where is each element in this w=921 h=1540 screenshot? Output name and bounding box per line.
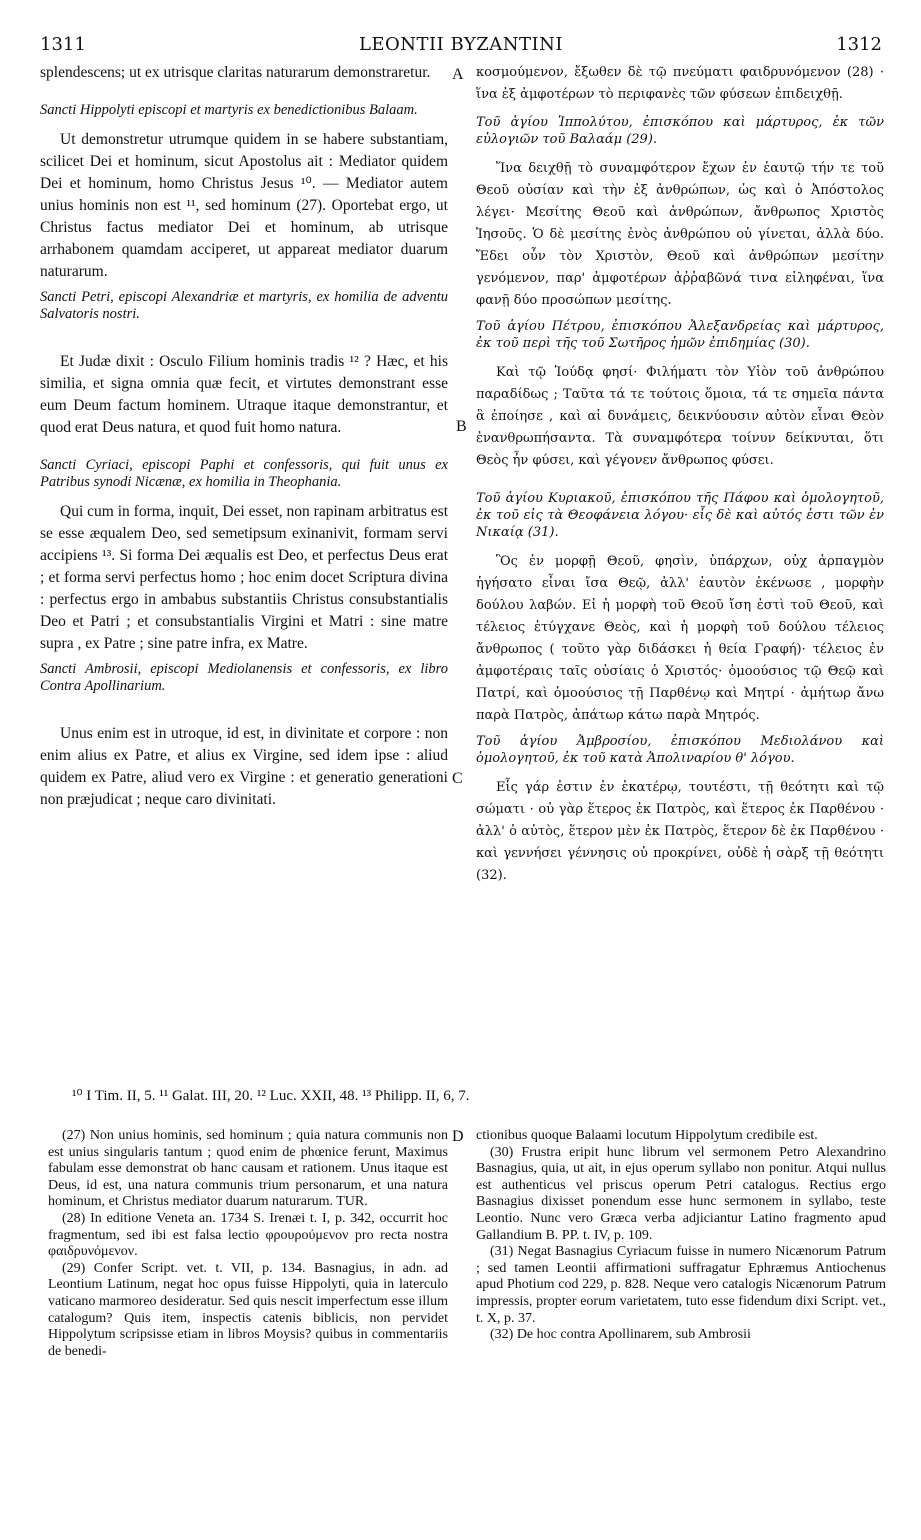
greek-heading-peter: Τοῦ ἁγίου Πέτρου, ἐπισκόπου Ἀλεξανδρείας καὶ μάρτυρος, ἐκ τοῦ περὶ τῆς τοῦ Σωτῆρος ἡμῶν ἐπιδημίας (30). (476, 319, 884, 351)
greek-heading-cyriacus: Τοῦ ἁγίου Κυριακοῦ, ἐπισκόπου τῆς Πάφου καὶ ὁμολογητοῦ, ἐκ τοῦ εἰς τὰ Θεοφάνεια λόγου· εἷς δὲ καὶ αὐτός ἐστι τῶν ἐν Νικαίᾳ (31). (476, 491, 884, 540)
greek-text-ambrose: Εἷς γάρ ἐστιν ἐν ἑκατέρῳ, τουτέστι, τῇ θεότητι καὶ τῷ σώματι · οὐ γὰρ ἕτερος ἐκ Πατρὸς, καὶ ἕτερος ἐκ Παρθένου · ἀλλ' ὁ αὐτὸς, ἕτερον μὲν ἐκ Πατρὸς, ἕτερον δὲ ἐκ Παρθένου · καὶ γεννήσει γέννησις οὐ προκρίνει, οὐδὲ ἡ σὰρξ τῇ θεότητι (32). (476, 780, 884, 883)
page-number-right: 1312 (836, 34, 882, 55)
latin-text-peter: Et Judæ dixit : Osculo Filium hominis tradis ¹² ? Hæc, et his similia, et signa omnia quæ fecit, et virtutes demonstrant esse eum Deum factum hominem. Utraque itaque demonstrantur, et quod erat Deus natura, et quod fuit homo natura. (40, 353, 448, 436)
latin-heading-peter: Sancti Petri, episcopi Alexandriæ et martyris, ex homilia de adventu Salvatoris nostri. (40, 289, 448, 322)
running-title: LEONTII BYZANTINI (358, 34, 564, 55)
column-marker-a: A (452, 66, 464, 83)
latin-heading-cyriacus: Sancti Cyriaci, episcopi Paphi et confessoris, qui fuit unus ex Patribus synodi Nicænæ, ex homilia in Theophania. (40, 457, 448, 490)
column-marker-c: C (452, 770, 463, 787)
scripture-footnotes: ¹⁰ I Tim. II, 5. ¹¹ Galat. III, 20. ¹² Luc. XXII, 48. ¹³ Philipp. II, 6, 7. (72, 1088, 470, 1104)
latin-heading-hippolytus: Sancti Hippolyti episcopi et martyris ex benedictionibus Balaam. (40, 102, 418, 118)
greek-intro: κοσμούμενον, ἔξωθεν δὲ τῷ πνεύματι φαιδρυνόμενον (28) · ἵνα ἐξ ἀμφοτέρων τὸ περιφανὲς τῶν φύσεων ἐπιδειχθῇ. (476, 65, 884, 102)
greek-text-cyriacus: Ὃς ἐν μορφῇ Θεοῦ, φησὶν, ὑπάρχων, οὐχ ἁρπαγμὸν ἡγήσατο εἶναι ἴσα Θεῷ, ἀλλ' ἑαυτὸν ἐκένωσε , μορφὴν δούλου λαβών. Εἰ ἡ μορφὴ τοῦ Θεοῦ ἴση ἐστὶ τοῦ Θεοῦ, καὶ τέλειος ἐτύγχανε Θεὸς, καὶ ἡ μορφὴ τοῦ δούλου τέλειος ἄνθρωπος ( τοῦτο γὰρ διδάσκει ἡ θεία Γραφή)· τέλειος ἐν ἀμφοτέραις ταῖς οὐσίαις ὁ Χριστός· ὁμοούσιος τῷ Θεῷ καὶ Πατρί, καὶ ὁμοούσιος τῇ Παρθένῳ καὶ Μητρί · ἀμήτωρ ἄνω παρὰ Πατρὸς, ἀπάτωρ κάτω παρὰ Μητρός. (476, 554, 884, 723)
commentary-note-28: (28) In editione Veneta an. 1734 S. Irenæi t. I, p. 342, occurrit hoc fragmentum, sed ibi est falsa lectio φρουρούμενον pro recta nostra φαιδρυνόμενον. (48, 1210, 448, 1260)
greek-heading-ambrose: Τοῦ ἁγίου Ἀμβροσίου, ἐπισκόπου Μεδιολάνου καὶ ὁμολογητοῦ, ἐκ τοῦ κατὰ Ἀπολιναρίου θ' λόγου. (476, 734, 884, 766)
commentary-note-31: (31) Negat Basnagius Cyriacum fuisse in numero Nicænorum Patrum ; sed tamen Leontii affirmationi suffragatur Ephræmus Antiochenus apud Photium cod 229, p. 828. Neque vero catalogis Nicænorum Patrum impressis, propter eorum varietatem, tuto esse fidendum dixi Script. vet., t. X, p. 37. (476, 1244, 886, 1326)
greek-text-hippolytus: Ἵνα δειχθῇ τὸ συναμφότερον ἔχων ἐν ἑαυτῷ τήν τε τοῦ Θεοῦ οὐσίαν καὶ τὴν ἐξ ἀνθρώπων, ὡς καὶ ὁ Ἀπόστολος λέγει· Μεσίτης Θεοῦ καὶ ἀνθρώπων, ἄνθρωπος Χριστὸς Ἰησοῦς. Ὁ δὲ μεσίτης ἑνὸς ἀνθρώπου οὐ γίνεται, ἀλλὰ δύο. Ἔδει οὖν τὸν Χριστὸν, Θεοῦ καὶ ἀνθρώπων μεσίτην γενόμενον, παρ' ἀμφοτέρων ἀῤῥαβῶνά τινα εἰληφέναι, ἵνα φανῇ δύο προσώπων μεσίτης. (476, 161, 884, 308)
commentary-note-32: (32) De hoc contra Apollinarem, sub Ambrosii (490, 1327, 751, 1343)
page-number-left: 1311 (40, 34, 86, 55)
column-marker-d: D (452, 1128, 464, 1145)
latin-intro: splendescens; ut ex utrisque claritas naturarum demonstraretur. (40, 64, 431, 81)
greek-column (476, 62, 884, 887)
column-marker-b: B (456, 418, 467, 435)
latin-column (40, 62, 448, 811)
commentary-note-29: (29) Confer Script. vet. t. VII, p. 134. Basnagius, in adn. ad Leontium Latinum, negat hoc opus fuisse Hippolyti, quia in laterculo vaticano marmoreo desideratur. Sed quis nescit imperfectum esse illum catalogum? Quis item, inspectis catenis biblicis, non pervidet Hippolytum scripsisse etiam in libros Moysis? quibus in commentariis de benedi- (48, 1260, 448, 1359)
commentary-right-column (476, 1128, 886, 1344)
latin-text-ambrose: Unus enim est in utroque, id est, in divinitate et corpore : non enim alius ex Patre, et alius ex Virgine, sed idem ipse : aliud quidem ex Patre, aliud vero ex Virgine : et generatio generationi non præjudicat ; neque caro divinitati. (40, 725, 448, 808)
commentary-note-30: (30) Frustra eripit hunc librum vel sermonem Petro Alexandrino Basnagius, quia, ut ait, in ejus operum syllabo non ponitur. Atqui nullus est authenticus vel priscus operum Petri catalogus. Rectius ergo Basnagius dixisset ponendum esse hunc sermonem in syllabo, teste Leontio. Nunc vero Græca verba adjiciantur Latino fragmento apud Gallandium B. PP. t. IV, p. 109. (476, 1144, 886, 1243)
greek-heading-hippolytus: Τοῦ ἁγίου Ἱππολύτου, ἐπισκόπου καὶ μάρτυρος, ἐκ τῶν εὐλογιῶν τοῦ Βαλαάμ (29). (476, 115, 884, 147)
commentary-note-27: (27) Non unius hominis, sed hominum ; quia natura communis non est unius singularis tantum ; quod enim de phœnice ferunt, Maximus fabulam esse demonstrat ob hanc causam et rationem. Unus itaque est Deus, id est, una natura communis trium personarum, et una natura hominum, et Christus mediator duarum naturarum. TUR. (48, 1128, 448, 1210)
latin-heading-ambrose: Sancti Ambrosii, episcopi Mediolanensis et confessoris, ex libro Contra Apollinarium. (40, 661, 448, 694)
latin-text-cyriacus: Qui cum in forma, inquit, Dei esset, non rapinam arbitratus est se esse æqualem Deo, sed semetipsum exinanivit, formam servi accipiens ¹³. Si forma Dei æqualis est Deo, et perfectus Deus erat ; et forma servi perfectus homo ; hoc enim docet Scriptura divina : perfectus ergo in ambabus substantiis Christus consubstantialis Deo et Patri ; et consubstantialis Virgini et Matri : sine matre supra , ex Patre ; sine patre infra, ex Matre. (40, 503, 448, 652)
greek-text-peter: Καὶ τῷ Ἰούδᾳ φησί· Φιλήματι τὸν Υἱὸν τοῦ ἀνθρώπου παραδίδως ; Ταῦτα τά τε τούτοις ὅμοια, τά τε σημεῖα πάντα ἃ ἐποίησε , καὶ αἱ δυνάμεις, δεικνύουσιν αὐτὸν εἶναι Θεὸν ἐνανθρωπήσαντα. Τὰ συναμφότερα τοίνυν δείκνυται, ὅτι Θεὸς ἦν φύσει, καὶ γέγονεν ἄνθρωπος φύσει. (476, 365, 884, 468)
page-header (40, 34, 882, 58)
latin-text-hippolytus: Ut demonstretur utrumque quidem in se habere substantiam, scilicet Dei et hominum, sicut Apostolus ait : Mediator quidem Dei et hominum, homo Christus Jesus ¹⁰. — Mediator autem unius hominis non est ¹¹, sed hominum (27). Oportebat ergo, ut Christus factus mediator Dei et hominum, ab utrisque arrhabonem quamdam acciperet, ut appareat mediator duarum naturarum. (40, 131, 448, 280)
commentary-note-29-continued: ctionibus quoque Balaami locutum Hippolytum credibile est. (476, 1128, 818, 1143)
commentary-left-column (48, 1128, 448, 1360)
